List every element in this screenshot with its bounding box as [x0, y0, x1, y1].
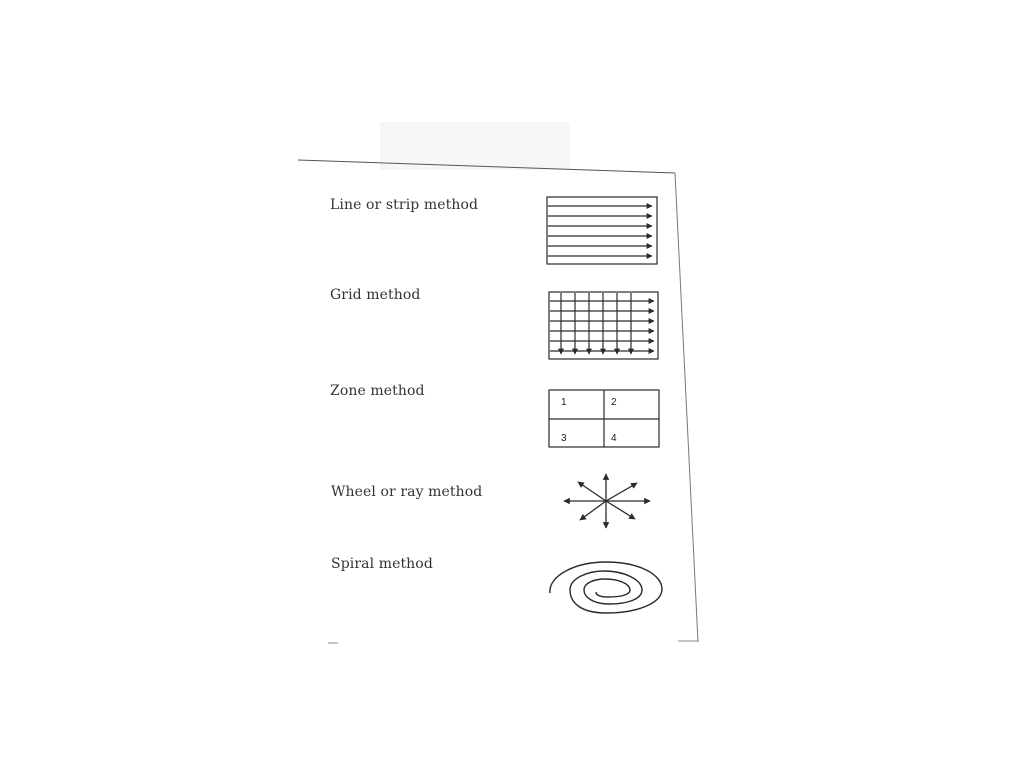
- zone-3-label: 3: [561, 433, 567, 444]
- sheet-right-edge: [675, 173, 698, 642]
- scan-shadow: [380, 122, 570, 170]
- zone-1-label: 1: [561, 397, 567, 408]
- zone-icon: [549, 390, 659, 447]
- method-label-spiral: Spiral method: [331, 556, 433, 572]
- method-label-zone: Zone method: [330, 383, 425, 399]
- wheel-ray-icon: [564, 474, 650, 528]
- zone-2-label: 2: [611, 397, 617, 408]
- method-label-line-strip: Line or strip method: [330, 197, 479, 213]
- grid-icon: [549, 292, 658, 359]
- method-label-wheel-ray: Wheel or ray method: [331, 484, 483, 500]
- spiral-icon: [550, 562, 662, 613]
- line-strip-icon: [547, 197, 657, 264]
- zone-4-label: 4: [611, 433, 617, 444]
- method-label-grid: Grid method: [330, 287, 421, 303]
